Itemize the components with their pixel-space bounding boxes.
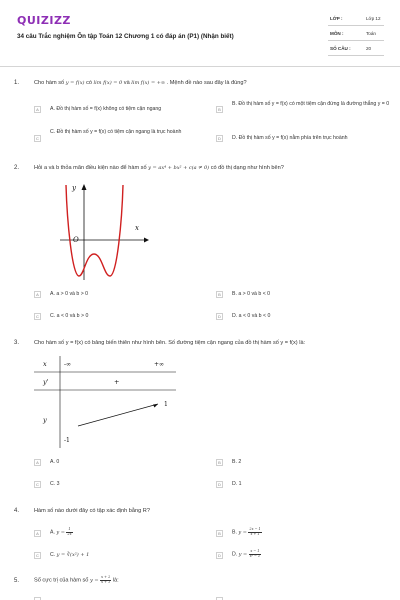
option-math: y = <box>56 529 65 536</box>
table-arrow-line <box>78 404 158 426</box>
meta-row-count <box>328 44 384 56</box>
meta-key: LỚP : <box>330 16 343 21</box>
meta-value: Toán <box>366 31 376 36</box>
table-yprime-label: y' <box>43 378 49 386</box>
stem-text: Hỏi a và b thỏa mãn điều kiện nào để hàm số <box>34 165 147 171</box>
header-divider <box>0 66 400 67</box>
origin-label: O <box>73 236 79 244</box>
question-number: 2. <box>14 165 20 171</box>
option-fraction <box>66 528 72 536</box>
table-y-top: 1 <box>164 401 168 408</box>
option-a-text[interactable]: A. 0 <box>50 459 60 465</box>
option-d-box[interactable]: D <box>216 552 223 559</box>
stem-fraction <box>100 576 111 584</box>
quartic-graph <box>60 180 150 280</box>
option-math: y = <box>238 529 247 536</box>
question-stem <box>34 576 119 584</box>
option-a-text[interactable]: A. Đồ thị hàm số = f(x) không có tiệm cận ngang <box>50 106 162 112</box>
question-number: 5. <box>14 578 20 584</box>
stem-text: Số cực trị của hàm số <box>34 577 89 584</box>
option-a-text[interactable]: A. a > 0 và b > 0 <box>50 291 89 297</box>
option-c-box[interactable]: C <box>34 552 41 559</box>
option-c-text[interactable] <box>50 552 200 559</box>
option-a-box[interactable]: A <box>34 291 41 298</box>
meta-row-grade <box>328 14 384 26</box>
option-d-box[interactable]: D <box>216 135 223 142</box>
fraction-denominator: x + 1 <box>101 579 111 584</box>
option-c-box[interactable]: C <box>34 135 41 142</box>
fraction-numerator: x − 1 <box>250 549 260 553</box>
variation-table <box>34 356 179 448</box>
x-axis-arrow <box>144 238 149 243</box>
table-x-label: x <box>43 360 47 368</box>
table-sign: + <box>114 378 120 386</box>
option-prefix: B. <box>232 529 237 536</box>
option-b-text[interactable] <box>232 528 382 536</box>
option-a-box[interactable]: A <box>34 106 41 113</box>
option-c-text[interactable]: C. a < 0 và b > 0 <box>50 313 89 319</box>
option-prefix: C. <box>50 552 56 558</box>
option-c-box[interactable]: C <box>34 481 41 488</box>
stem-math: y = ax⁴ + bx² + c(a ≠ 0) <box>148 165 210 171</box>
question-number: 1. <box>14 80 20 86</box>
option-math: y = ∛(x²) + 1 <box>56 552 90 558</box>
option-b-box[interactable]: B <box>216 106 223 113</box>
option-a-box[interactable]: A <box>34 530 41 537</box>
curve <box>66 185 123 276</box>
stem-text: là: <box>112 577 119 584</box>
stem-text: có đồ thị dạng như hình bên? <box>210 165 284 171</box>
option-b-box[interactable]: B <box>216 459 223 466</box>
option-b-text[interactable]: B. 2 <box>232 459 242 465</box>
meta-row-subject <box>328 29 384 41</box>
fraction-numerator: 2x − 1 <box>249 527 261 531</box>
meta-key: MÔN : <box>330 31 344 36</box>
option-prefix: A. <box>50 529 55 536</box>
option-a-box[interactable]: A <box>34 459 41 466</box>
option-fraction <box>249 550 261 558</box>
option-math: y = <box>238 551 248 558</box>
option-d-text[interactable] <box>232 550 382 558</box>
option-c-text[interactable]: C. Đồ thị hàm số y = f(x) có tiệm cận ngang là trục hoành <box>50 129 182 135</box>
fraction-denominator: x² − 1 <box>249 553 261 558</box>
stem-math: lim f(x) = +∞ <box>131 80 166 86</box>
quizizz-logo: QUIZIZZ <box>17 14 71 27</box>
option-c-text[interactable]: C. 3 <box>50 481 60 487</box>
table-x-left: -∞ <box>64 361 72 368</box>
option-a-text[interactable] <box>50 528 200 536</box>
question-stem <box>34 80 247 86</box>
option-d-text[interactable]: D. a < 0 và b < 0 <box>232 313 271 319</box>
option-b-text[interactable]: B. Đồ thị hàm số y = f(x) có một tiệm cận đứng là đường thẳng y = 0 <box>232 101 390 107</box>
stem-math: y = f(x) <box>65 80 85 86</box>
meta-key: SỐ CÂU : <box>330 46 351 51</box>
question-number: 4. <box>14 508 20 514</box>
question-number: 3. <box>14 340 20 346</box>
option-b-box[interactable]: B <box>216 530 223 537</box>
fraction-denominator: x + 1 <box>250 531 260 536</box>
option-d-box[interactable]: D <box>216 313 223 320</box>
stem-math: y = <box>89 577 99 584</box>
document-title: 34 câu Trắc nghiệm Ôn tập Toán 12 Chương 1 có đáp án (P1) (Nhận biết) <box>17 33 234 40</box>
stem-text: . Mệnh đề nào sau đây là đúng? <box>166 80 247 86</box>
y-axis-label: y <box>72 184 76 192</box>
option-c-box[interactable]: C <box>34 313 41 320</box>
table-y-bottom: -1 <box>64 437 70 444</box>
meta-value: Lớp 12 <box>366 16 381 21</box>
worksheet-header <box>0 0 400 66</box>
option-b-text[interactable]: B. a > 0 và b < 0 <box>232 291 271 297</box>
fraction-denominator: 2x <box>67 531 72 536</box>
table-x-right: +∞ <box>154 361 165 368</box>
question-stem <box>34 165 284 171</box>
option-d-box[interactable]: D <box>216 481 223 488</box>
fraction-numerator: 1 <box>68 527 71 531</box>
stem-text: có <box>86 80 92 86</box>
y-axis-arrow <box>82 184 87 190</box>
question-stem: Hàm số nào dưới đây có tập xác định bằng R? <box>34 508 150 514</box>
stem-text: và <box>123 80 130 86</box>
meta-value: 20 <box>366 46 372 51</box>
fraction-numerator: x + 2 <box>101 575 111 579</box>
option-b-box[interactable]: B <box>216 291 223 298</box>
stem-text: Cho hàm số <box>34 80 65 86</box>
question-stem: Cho hàm số y = f(x) có bảng biến thiên như hình bên. Số đường tiệm cận ngang của đồ thị hàm số y = f(x) là: <box>34 340 306 346</box>
option-prefix: D. <box>232 551 238 558</box>
table-y-label: y <box>43 416 47 424</box>
option-d-text[interactable]: D. Đồ thị hàm số y = f(x) nằm phía trên trục hoành <box>232 135 348 141</box>
x-axis-label: x <box>135 224 139 232</box>
option-fraction <box>248 528 261 536</box>
table-arrowhead <box>153 404 158 408</box>
option-d-text[interactable]: D. 1 <box>232 481 242 487</box>
stem-math: lim f(x) = 0 <box>93 80 123 86</box>
